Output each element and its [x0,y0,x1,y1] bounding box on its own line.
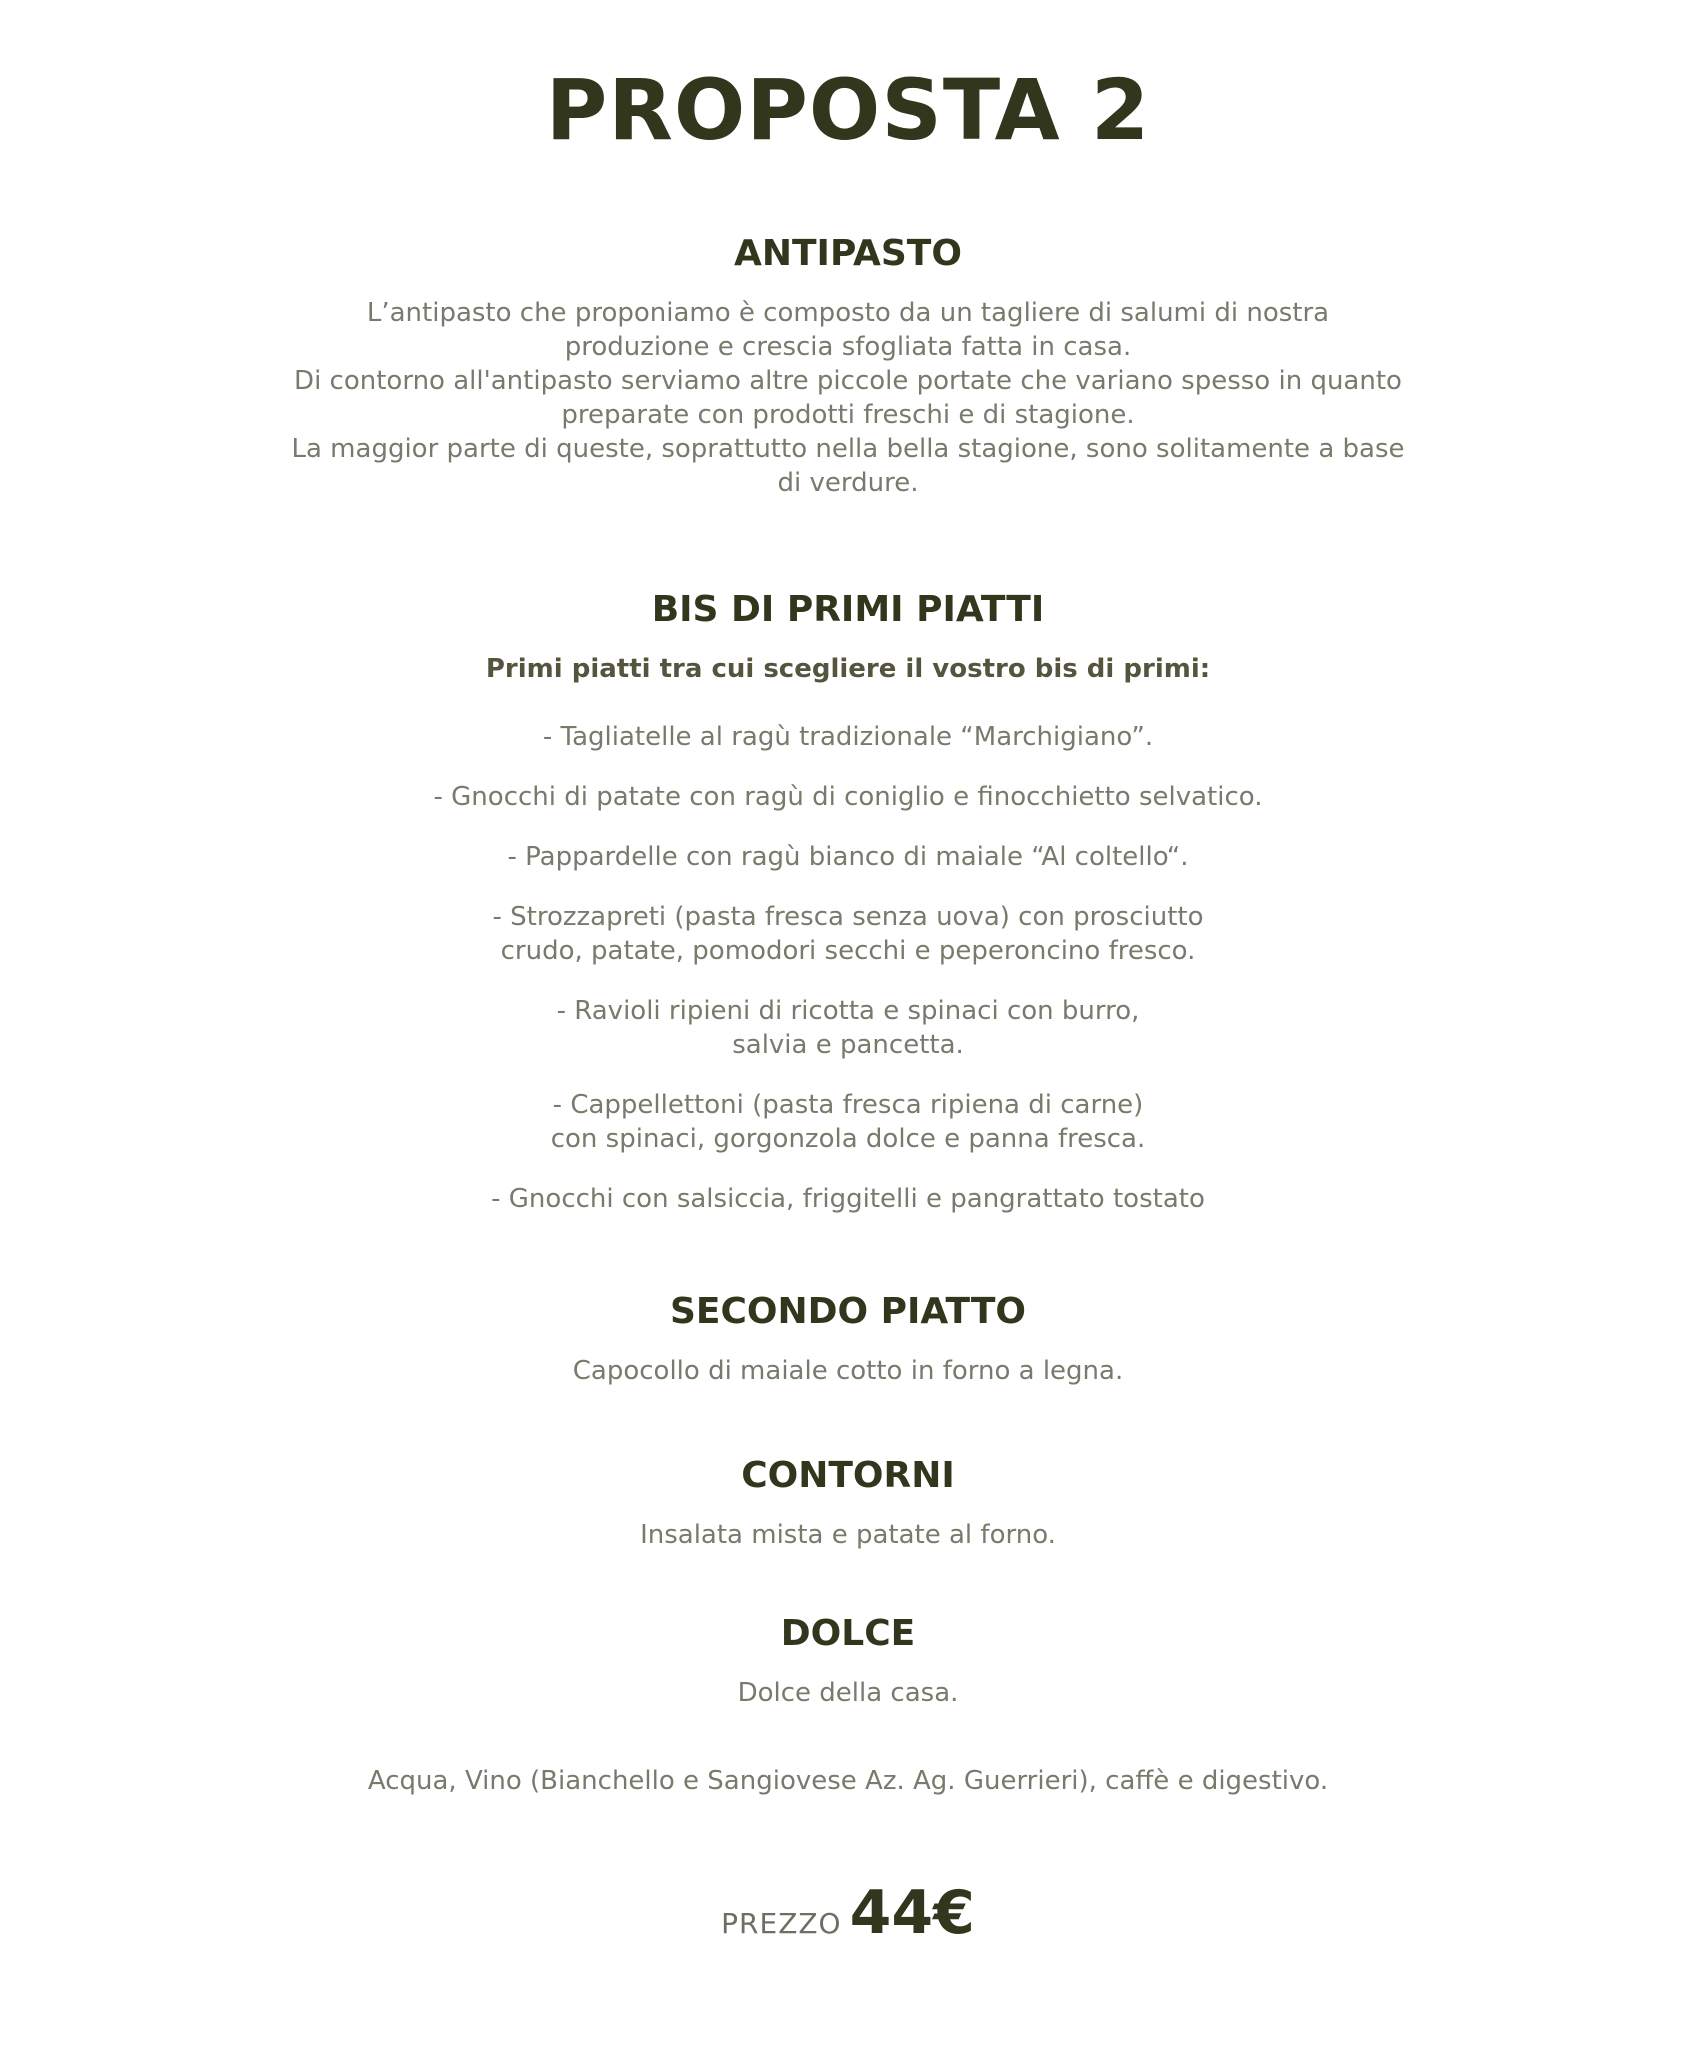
antipasto-line: di verdure. [777,468,919,498]
contorni-text: Insalata mista e patate al forno. [640,1520,1056,1550]
bevande-text: Acqua, Vino (Bianchello e Sangiovese Az. Ag. Guerrieri), caffè e digestivo. [367,1766,1329,1796]
contorni-heading: CONTORNI [741,1455,955,1496]
primi-item: - Pappardelle con ragù bianco di maiale “Al coltello“. [507,842,1189,872]
antipasto-line: Di contorno all'antipasto serviamo altre piccole portate che variano spesso in quanto [294,366,1402,396]
primi-heading: BIS DI PRIMI PIATTI [651,589,1045,630]
antipasto-line: produzione e crescia sfogliata fatta in casa. [564,332,1132,362]
secondo-heading: SECONDO PIATTO [669,1291,1027,1332]
secondo-text: Capocollo di maiale cotto in forno a legna. [572,1356,1124,1386]
antipasto-line: La maggior parte di queste, soprattutto nella bella stagione, sono solitamente a base [291,434,1405,464]
antipasto-line: preparate con prodotti freschi e di stagione. [561,400,1135,430]
primi-item-continued: crudo, patate, pomodori secchi e peperoncino fresco. [500,936,1196,966]
primi-item: - Gnocchi con salsiccia, friggitelli e pangrattato tostato [491,1184,1205,1214]
primi-item: - Tagliatelle al ragù tradizionale “Marchigiano”. [542,722,1154,752]
dolce-heading: DOLCE [780,1613,916,1654]
antipasto-line: L’antipasto che proponiamo è composto da un tagliere di salumi di nostra [366,298,1330,328]
primi-item: - Cappellettoni (pasta fresca ripiena di carne) [552,1090,1144,1120]
antipasto-heading: ANTIPASTO [734,233,962,274]
price [0,1878,1696,1948]
primi-item: - Strozzapreti (pasta fresca senza uova) con prosciutto [492,902,1204,932]
primi-subheading: Primi piatti tra cui scegliere il vostro bis di primi: [485,654,1211,684]
primi-item: - Gnocchi di patate con ragù di coniglio e finocchietto selvatico. [433,782,1263,812]
primi-item-continued: salvia e pancetta. [732,1030,964,1060]
price-amount: 44€ [849,1878,975,1948]
primi-item: - Ravioli ripieni di ricotta e spinaci con burro, [556,996,1140,1026]
dolce-text: Dolce della casa. [737,1678,959,1708]
primi-item-continued: con spinaci, gorgonzola dolce e panna fresca. [550,1124,1146,1154]
price-label: PREZZO [721,1907,842,1940]
page-title: PROPOSTA 2 [545,61,1151,159]
